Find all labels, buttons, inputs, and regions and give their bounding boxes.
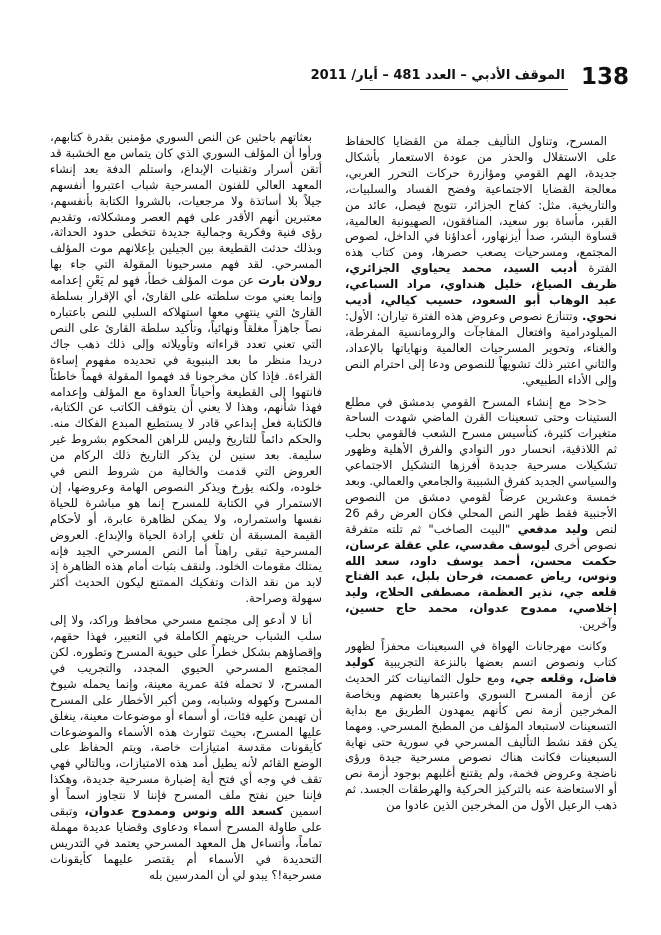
author-names: كسعد الله ونوس وممدوح عدوان، [84, 804, 291, 819]
paragraph [50, 613, 322, 883]
text-run: وكانت مهرجانات الهواة في السبعينات محفزاً لظهور كتاب ونصوص اتسم بعضها بالنزعة التجريبية [345, 639, 617, 669]
page-number: 138 [580, 64, 629, 90]
running-head: الموقف الأدبي – العدد 481 – أيار/ 2011 [310, 68, 565, 83]
paragraph [345, 639, 617, 814]
text-run: "البيت الصاخب" ثم تلته متفرقة نصوص أخرى [345, 521, 617, 552]
author-names: كوليد فاضل، وقلعه جي، [345, 655, 617, 685]
paragraph [345, 395, 617, 634]
page-header [0, 62, 661, 92]
column-right [345, 134, 617, 912]
paragraph [345, 134, 617, 389]
text-run: أنا لا أدعو إلى مجتمع مسرحي محافظ وراكد، ولا إلى سلب الشباب حريتهم الكاملة في التعبير، فهذا حقهم، وإقصاؤهم بشكل خطراً على حيوية المسرح وتطوره. لكن المجتمع المسرحي الحيوي المجدد، والتجريب في المسرح، لا تحمله فئة عمرية معينة، وإنما يحمله شيوخ المسرح وكهوله وشبابه، ومن أكبر الأخطار على المسرح أن تهيمن عليه فئات، أو أسماء أو موضوعات معينة، ينغلق عليها المسرح، بحيث تتوارث هذه الأسماء والموضوعات كأيقونات مقدسة امتيازات خاصة، ويتم الحفاظ على الوضع القائم لأنه يطيل أمد هذه الامتيازات، وبالتالي فهي تقف في وجه أي فتح أية إضبارة مسرحية جديدة، وهكذا فإننا حين نفتح ملف المسرح فإننا لا نتجاوز اسماً أو اسمين [50, 613, 322, 819]
header-rule [360, 89, 568, 90]
text-run: وتبقى على طاولة المسرح أسماء ودعاوى وقضايا عديدة مهملة تماماً، وأتساءل هل المعهد المسرحي يعتمد في التدريس التحديدة في الأسماء أم يقتصر عليهما كأيقونات مسرحية!؟ يبدو لي أن المدرسين بله [50, 804, 322, 882]
column-left [50, 130, 322, 908]
paragraph [50, 130, 322, 607]
text-run: وتتنازع نصوص وعروض هذه الفترة تياران: الأول: الميلودرامية وافتعال المفاجآت والرومانسية المفرطة، والغناء، وتحوير المسرحيات العالمية ونهاياتها بالإعداد، والثاني اعتبر ذلك تشويهاً للنصوص ودعا إلى احترام النص وإلى الأداء الطبيعي. [345, 308, 617, 387]
text-run: عن موت المؤلف خطأ، فهو لم يَعْنِ إعدامه وإنما يعني موت سلطته على القارئ، أي الإقرار بسلطة القارئ التي ينتهي معها استهلاكه السلبي للنص باعتباره نصاً جاهزاً مغلقاً ونهائياً، وتأكيد سلطة القارئ على النص التي تعني تعدد قراءاته وتأويلاته وإلى ذلك ذهب جاك دريدا منظر ما بعد البنيوية في تحديده مفهوم إساءة القراءة. فإذا كان مخرجونا قد فهموا المقولة فهماً خاطئاً فانتهوا إلى القطيعة وأحياناً العداوة مع المؤلف وإعدامه فهذا شأنهم، وهذا لا يعني أن يتوقف الكاتب عن الكتابة، فالكتابة فعل إبداعي قادر لا يستطيع المبدع الفكاك منه. والحكم دائماً للتاريخ وليس للراهن المحكوم بشروط غير سليمة. بعد سنين لن يذكر التاريخ ذلك الركام من العروض التي قدمت والخالية من شروط النص في خلوده، ولكنه يؤرخ ويذكر النصوص الهامة وعروضها، إن الاستمرار في الكتابة للمسرح إنما هو مباشرة للحياة نفسها واستمراره، ولا يمكن لظاهرة عابرة، أو لأحكام القيمة المسبقة أن تلغي إرادة الحياة والإبداع. العروض المسرحية تبقى راهناً أما النص المسرحي الجيد فإنه يمتلك مقومات الخلود. ولنقف بثبات أمام هذه الظاهرة إذ لابد من نقد الذات وتفكيك الممتنع ليكون الحديث أكثر سهولة وصراحة. [50, 273, 322, 606]
text-run: <<< مع إنشاء المسرح القومي بدمشق في مطلع الستينات وحتى تسعينات القرن الماضي شهدت الساحة متغيرات كثيرة، كتأسيس مسرح الشعب فالقومي بحلب ثم اللاذقية، انحسار دور النوادي والفرق الأهلية وظهور تشكيلات مسرحية جديدة أفرزها التشكيل الاجتماعي والسياسي الجديد كفرق الشبيبة والجامعي والعمالي. وبعد خمسة وعشرين عرضاً لقومي دمشق من النصوص الأجنبية فقط ظهر النص المحلي فكان العرض رقم 26 لنص [345, 394, 617, 536]
text-run: ومع حلول الثمانينات كثر الحديث عن أزمة المسرح السوري واعتبرها بعضهم وبخاصة المخرجين أزمة نص كأنهم يمهدون الطريق مع بداية التسعينات لاستبعاد المؤلف من المطبخ المسرحي. ومهما يكن فقد نشط التأليف المسرحي في سورية حتى نهاية السبعينات فكانت هناك نصوص مسرحية جيدة ورؤى ناضجة وعروض فخمة، ولم يقتنع أغلبهم بوجود أزمة نص أو الاستعاضة عنه بالتركيز الحركية والهرطقات الجسد. ثم ذهب الرعيل الأول من المخرجين الذين عادوا من [345, 670, 617, 813]
author-names: رولان بارت [258, 273, 322, 288]
text-run: وآخرين. [578, 617, 617, 632]
author-names: ليوسف مقدسي، علي عقلة عرسان، حكمت محسن، أحمد يوسف داود، سعد الله ونوس، رياض عصمت، فرحان بلبل، عبد الفتاح قلعه جي، نذير العظمة، مصطفى الحلاج، وليد إخلاصي، ممدوح عدوان، محمد حاج حسين، [345, 537, 617, 616]
text-run: بعثاتهم باحثين عن النص السوري مؤمنين بقدرة كتابهم، ورأوا أن المؤلف السوري الذي كان يتماس مع الخشبة قد أتقن أسرار وتقنيات الإبداع، واستلم الدفة بعد إنشاء المعهد العالي للفنون المسرحية شباب اعتبروا أنفسهم جيلاً بلا أساتذة ولا مرجعيات، بالشروا الكتابة بأنفسهم، معتبرين أنهم الأقدر على فهم العصر ومشكلاته، وتقديم رؤى فنية وفكرية وجمالية جديدة تتخطى حدود الحداثة، وبذلك حدثت القطيعة بين الجيلين بإعلانهم موت المؤلف المسرحي. لقد فهم مسرحيونا المقولة التي جاء بها [50, 130, 322, 272]
author-names: وليد مدفعي [517, 521, 596, 536]
text-run: المسرح، وتناول التأليف جملة من القضايا كالحفاظ على الاستقلال والحذر من عودة الاستعمار بأشكال جديدة، الهم القومي ومؤازرة حركات التحرر العربي، معالجة القضايا الاجتماعية وفضح الفساد والسلبيات، والتاريخية. مثل: كفاح الجزائر، تتويج فيصل، عائد من القبر، مأساة بور سعيد، المنافقون، الصهيونية العالمية، قساوة البشر، صدأ أيزنهاور، أعداؤنا في الداخل، لصوص المجتمع، ومسرحيات يصعب حصرها، ومن كتاب هذه الفترة [345, 134, 617, 276]
author-names: أديب السيد، محمد يحياوي الجزائري، ظريف الصياغ، خليل هنداوي، مراد السباعي، عبد الوهاب أبو السعود، حسيب كيالي، أديب نحوي. [345, 261, 617, 323]
